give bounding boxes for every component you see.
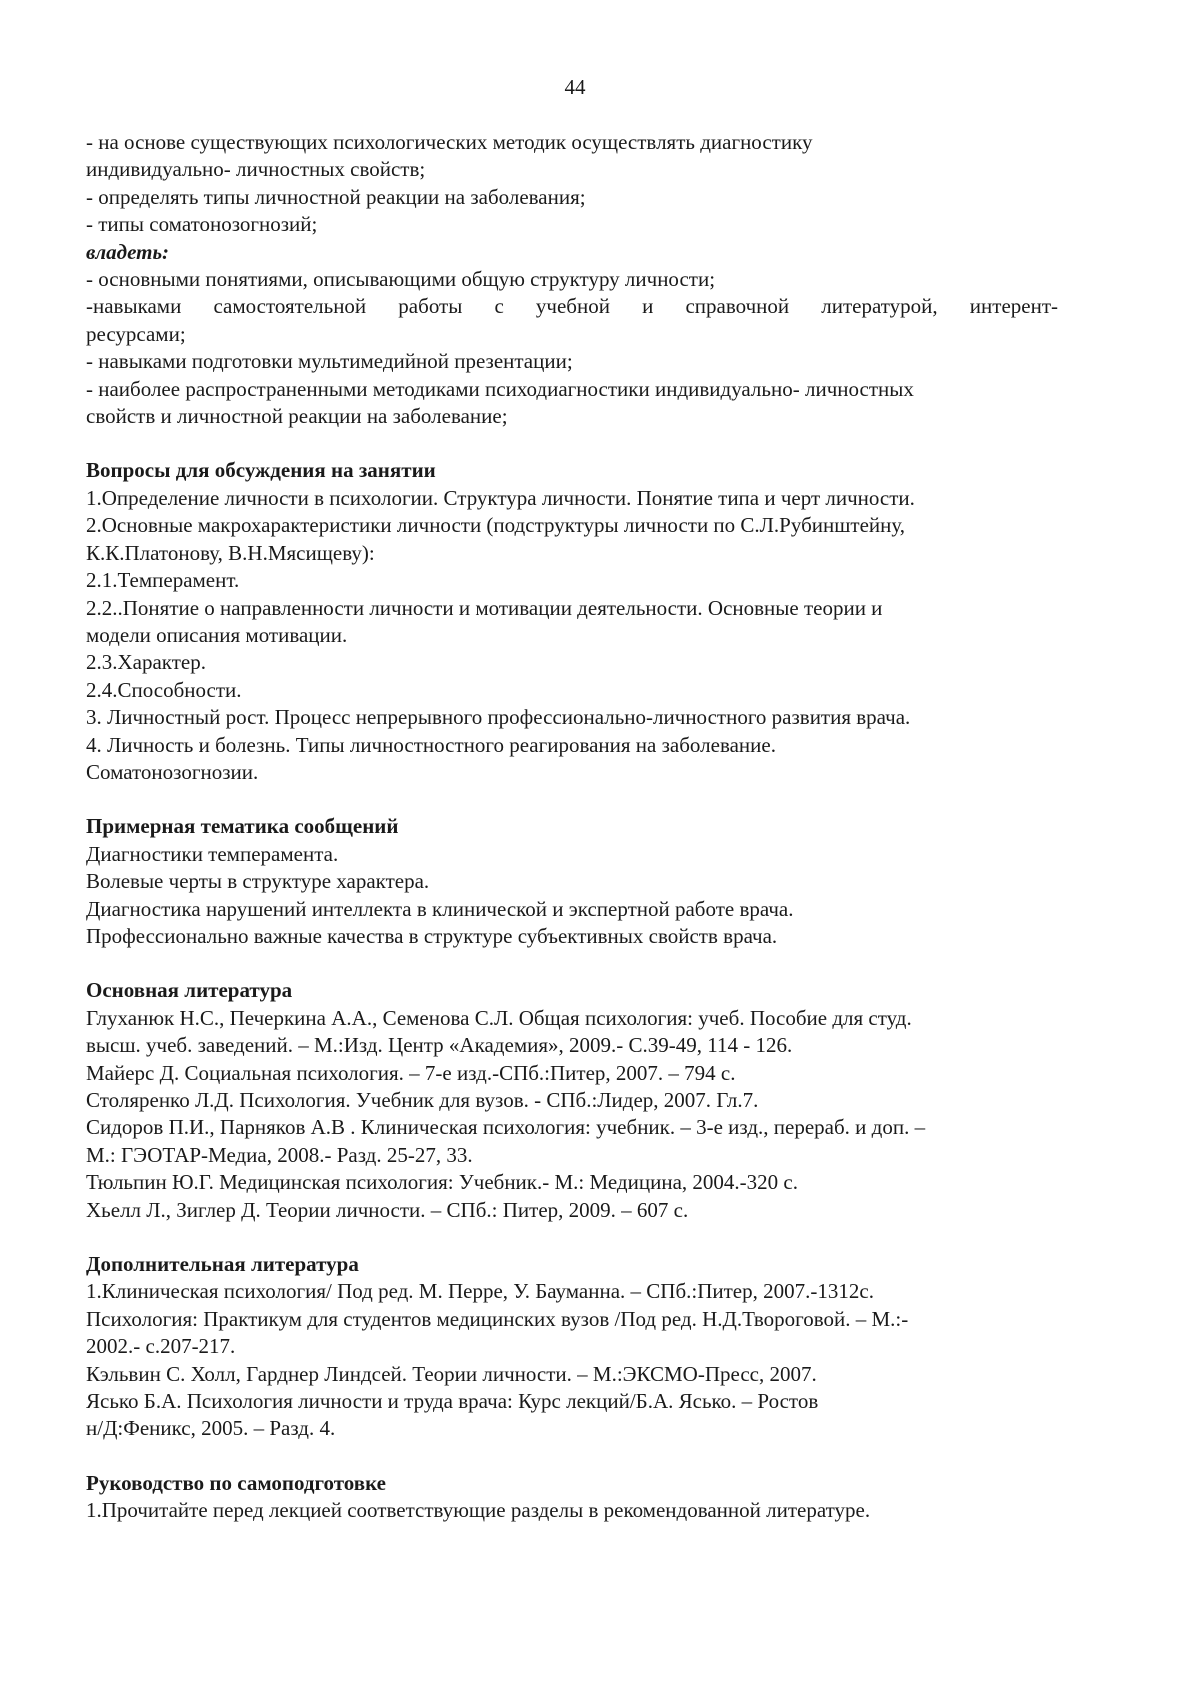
literature-line: Кэльвин С. Холл, Гарднер Линдсей. Теории личности. – М.:ЭКСМО-Пресс, 2007. [86, 1361, 817, 1386]
question-line: 3. Личностный рост. Процесс непрерывного профессионально-личностного развития врача. [86, 705, 911, 730]
topics-heading: Примерная тематика сообщений [86, 814, 399, 839]
main-literature-heading: Основная литература [86, 978, 293, 1003]
skill-line: - основными понятиями, описывающими общую структуру личности; [86, 267, 716, 292]
literature-line: Психология: Практикум для студентов медицинских вузов /Под ред. Н.Д.Твороговой. – М.:- [86, 1306, 909, 1331]
skill-line: - наиболее распространенными методиками психодиагностики индивидуально- личностных [86, 376, 914, 401]
question-line: 1.Определение личности в психологии. Структура личности. Понятие типа и черт личности. [86, 485, 915, 510]
question-line: 2.4.Способности. [86, 677, 242, 702]
topic-line: Диагностика нарушений интеллекта в клинической и экспертной работе врача. [86, 896, 794, 921]
skill-line: ресурсами; [86, 321, 186, 346]
skill-line: - определять типы личностной реакции на заболевания; [86, 184, 586, 209]
section-spacer [86, 1224, 1058, 1251]
literature-line: 2002.- с.207-217. [86, 1334, 236, 1359]
questions-section [86, 457, 1058, 786]
question-line: К.К.Платонову, В.Н.Мясищеву): [86, 540, 375, 565]
literature-line: высш. учеб. заведений. – М.:Изд. Центр «Академия», 2009.- С.39-49, 114 - 126. [86, 1033, 793, 1058]
literature-line: Хьелл Л., Зиглер Д. Теории личности. – СПб.: Питер, 2009. – 607 с. [86, 1197, 689, 1222]
skill-line: индивидуально- личностных свойств; [86, 157, 426, 182]
literature-line: Ясько Б.А. Психология личности и труда врача: Курс лекций/Б.А. Ясько. – Ростов [86, 1389, 819, 1414]
question-line: 2.Основные макрохарактеристики личности (подструктуры личности по С.Л.Рубинштейну, [86, 513, 906, 538]
topic-line: Профессионально важные качества в структуре субъективных свойств врача. [86, 923, 778, 948]
question-line: 4. Личность и болезнь. Типы личностностного реагирования на заболевание. [86, 732, 776, 757]
topic-line: Диагностики темперамента. [86, 841, 339, 866]
topic-line: Волевые черты в структуре характера. [86, 869, 430, 894]
question-line: модели описания мотивации. [86, 622, 348, 647]
self-study-section [86, 1470, 1058, 1525]
literature-line: 1.Клиническая психология/ Под ред. М. Перре, У. Бауманна. – СПб.:Питер, 2007.-1312с. [86, 1279, 874, 1304]
self-study-heading: Руководство по самоподготовке [86, 1470, 386, 1495]
question-line: 2.1.Темперамент. [86, 568, 240, 593]
main-literature-section [86, 977, 1058, 1224]
literature-line: н/Д:Феникс, 2005. – Разд. 4. [86, 1416, 336, 1441]
literature-line: Тюльпин Ю.Г. Медицинская психология: Учебник.- М.: Медицина, 2004.-320 с. [86, 1170, 798, 1195]
literature-line: Майерс Д. Социальная психология. – 7-е изд.-СПб.:Питер, 2007. – 794 с. [86, 1060, 736, 1085]
literature-line: Столяренко Л.Д. Психология. Учебник для вузов. - СПб.:Лидер, 2007. Гл.7. [86, 1088, 759, 1112]
question-line: Соматонозогнозии. [86, 759, 259, 784]
additional-literature-heading: Дополнительная литература [86, 1252, 359, 1277]
question-line: 2.2..Понятие о направленности личности и мотивации деятельности. Основные теории и [86, 595, 883, 620]
questions-heading: Вопросы для обсуждения на занятии [86, 458, 436, 483]
topics-section [86, 813, 1058, 950]
skill-line: - на основе существующих психологических методик осуществлять диагностику [86, 130, 813, 154]
section-spacer [86, 430, 1058, 457]
skill-line: свойств и личностной реакции на заболевание; [86, 404, 508, 429]
section-spacer [86, 950, 1058, 977]
self-study-line: 1.Прочитайте перед лекцией соответствующие разделы в рекомендованной литературе. [86, 1498, 871, 1523]
skills-section [86, 129, 1058, 430]
own-label: владеть: [86, 239, 170, 264]
literature-line: М.: ГЭОТАР-Медиа, 2008.- Разд. 25-27, 33. [86, 1142, 473, 1167]
skill-line: - типы соматонозогнозий; [86, 212, 318, 237]
section-spacer [86, 1443, 1058, 1470]
page-number: 44 [564, 75, 586, 99]
page-content [86, 129, 1058, 1525]
literature-line: Глуханюк Н.С., Печеркина А.А., Семенова С.Л. Общая психология: учеб. Пособие для студ. [86, 1005, 912, 1030]
literature-line: Сидоров П.И., Парняков А.В . Клиническая психология: учебник. – 3-е изд., перераб. и доп. – [86, 1115, 926, 1140]
skill-line-justified: -навыками самостоятельной работы с учебной и справочной литературой, интерент- [86, 294, 1058, 319]
question-line: 2.3.Характер. [86, 650, 206, 675]
section-spacer [86, 786, 1058, 813]
additional-literature-section [86, 1251, 1058, 1443]
skill-line: - навыками подготовки мультимедийной презентации; [86, 349, 573, 374]
